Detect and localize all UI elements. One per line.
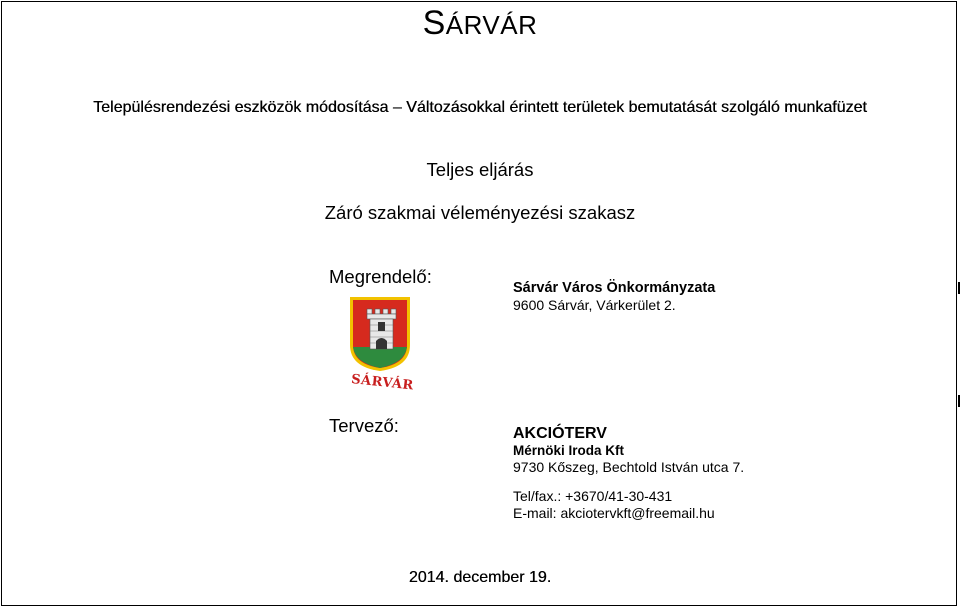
designer-address: 9730 Kőszeg, Bechtold István utca 7. bbox=[513, 459, 745, 475]
designer-label: Tervező: bbox=[329, 415, 399, 436]
procedure-type: Teljes eljárás bbox=[426, 159, 534, 180]
document-subtitle: Településrendezési eszközök módosítása – Változásokkal érintett területek bemutatását szolgáló munkafüzet bbox=[93, 99, 867, 116]
procedure-phase: Záró szakmai véleményezési szakasz bbox=[324, 202, 636, 223]
page-title: SÁRVÁR bbox=[422, 4, 538, 42]
client-label: Megrendelő: bbox=[329, 266, 432, 287]
designer-company: AKCIÓTERV bbox=[513, 425, 607, 442]
client-name: Sárvár Város Önkormányzata bbox=[513, 280, 716, 296]
document-date: 2014. december 19. bbox=[408, 569, 552, 586]
designer-phone: Tel/fax.: +3670/41-30-431 bbox=[513, 488, 673, 504]
crest-caption: SÁRVÁR bbox=[350, 372, 415, 394]
designer-email: E-mail: akciotervkft@freemail.hu bbox=[513, 505, 715, 521]
client-address: 9600 Sárvár, Várkerület 2. bbox=[513, 297, 676, 313]
designer-company-sub: Mérnöki Iroda Kft bbox=[513, 443, 625, 458]
page-frame bbox=[1, 1, 957, 606]
